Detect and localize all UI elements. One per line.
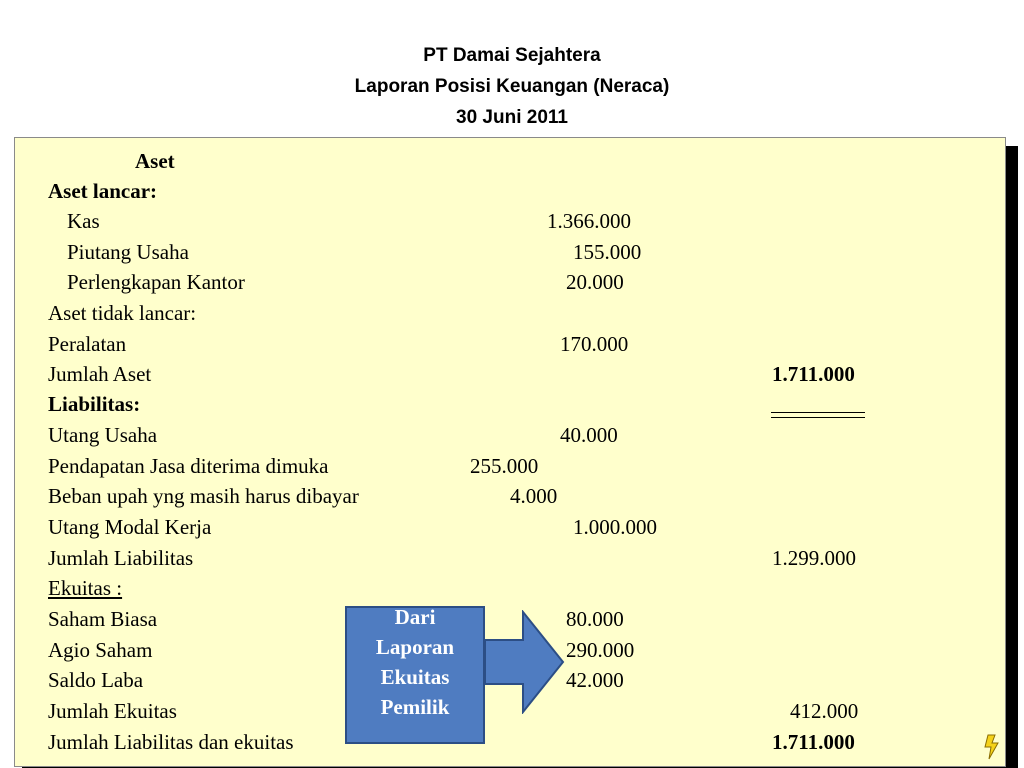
utang-modal-label: Utang Modal Kerja <box>48 515 212 539</box>
utang-modal-row <box>15 512 1007 542</box>
source-callout-box <box>345 606 485 744</box>
pendapatan-jasa-row <box>15 451 1007 481</box>
report-date: 30 Juni 2011 <box>456 107 568 128</box>
jumlah-ekuitas-label: Jumlah Ekuitas <box>48 699 177 723</box>
aset-heading: Aset <box>135 149 175 173</box>
ekuitas-heading-row <box>15 573 1007 603</box>
agio-saham-value: 290.000 <box>566 638 635 662</box>
jumlah-liabilitas-ekuitas-label: Jumlah Liabilitas dan ekuitas <box>48 730 294 754</box>
utang-usaha-value: 40.000 <box>560 423 618 447</box>
piutang-value: 155.000 <box>573 240 642 264</box>
utang-usaha-row <box>15 420 1007 450</box>
aset-heading-row <box>15 146 1007 176</box>
pendapatan-jasa-value: 255.000 <box>470 454 539 478</box>
total-double-underline <box>771 412 865 418</box>
jumlah-aset-value: 1.711.000 <box>772 362 855 386</box>
kas-value: 1.366.000 <box>547 209 631 233</box>
jumlah-aset-label: Jumlah Aset <box>48 362 152 386</box>
agio-saham-label: Agio Saham <box>48 638 153 662</box>
callout-line-2: Laporan <box>375 635 455 659</box>
report-title-block <box>0 40 1024 133</box>
peralatan-value: 170.000 <box>560 332 629 356</box>
utang-usaha-label: Utang Usaha <box>48 423 158 447</box>
saham-biasa-label: Saham Biasa <box>48 607 158 631</box>
callout-line-1: Dari <box>394 605 436 629</box>
saldo-laba-value: 42.000 <box>566 668 624 692</box>
right-arrow-icon <box>483 610 565 714</box>
jumlah-ekuitas-value: 412.000 <box>790 699 859 723</box>
peralatan-label: Peralatan <box>48 332 127 356</box>
callout-line-4: Pemilik <box>380 695 450 719</box>
kas-label: Kas <box>67 209 100 233</box>
piutang-label: Piutang Usaha <box>67 240 189 264</box>
jumlah-liabilitas-row <box>15 543 1007 573</box>
perlengkapan-value: 20.000 <box>566 270 624 294</box>
aset-tidak-lancar-heading: Aset tidak lancar: <box>48 301 197 325</box>
jumlah-liabilitas-value: 1.299.000 <box>772 546 856 570</box>
pendapatan-jasa-label: Pendapatan Jasa diterima dimuka <box>48 454 329 478</box>
aset-lancar-heading-row <box>15 176 1007 206</box>
lightning-bolt-icon <box>980 734 1006 760</box>
beban-upah-label: Beban upah yng masih harus dibayar <box>48 484 359 508</box>
aset-lancar-heading: Aset lancar: <box>48 179 158 203</box>
aset-tidak-lancar-heading-row <box>15 298 1007 328</box>
report-name: Laporan Posisi Keuangan (Neraca) <box>354 76 670 97</box>
peralatan-row <box>15 329 1007 359</box>
jumlah-liabilitas-ekuitas-value: 1.711.000 <box>772 730 855 754</box>
perlengkapan-label: Perlengkapan Kantor <box>67 270 245 294</box>
saham-biasa-value: 80.000 <box>566 607 624 631</box>
company-name: PT Damai Sejahtera <box>423 45 601 66</box>
beban-upah-value: 4.000 <box>510 484 558 508</box>
beban-upah-row <box>15 481 1007 511</box>
liabilitas-heading: Liabilitas: <box>48 392 141 416</box>
jumlah-liabilitas-ekuitas-row <box>15 727 1007 757</box>
perlengkapan-row <box>15 267 1007 297</box>
ekuitas-heading: Ekuitas : <box>48 576 123 600</box>
piutang-row <box>15 237 1007 267</box>
jumlah-liabilitas-label: Jumlah Liabilitas <box>48 546 194 570</box>
utang-modal-value: 1.000.000 <box>573 515 657 539</box>
saldo-laba-label: Saldo Laba <box>48 668 144 692</box>
callout-line-3: Ekuitas <box>380 665 450 689</box>
jumlah-aset-row <box>15 359 1007 389</box>
kas-row <box>15 206 1007 236</box>
